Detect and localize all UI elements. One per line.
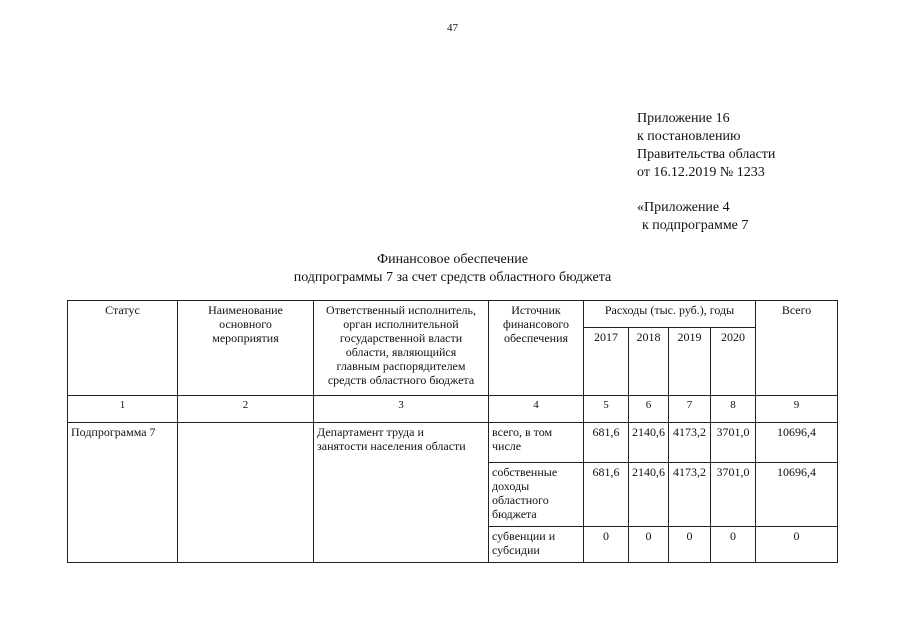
source-cell: всего, в том числе [489,423,584,463]
header-activity: Наименование основного мероприятия [178,301,314,396]
executor-cell: Департамент труда и занятости населения области [314,423,489,563]
value-cell: 3701,0 [711,463,756,527]
appendix-reference [637,199,748,235]
appendix-line: Приложение 16 [637,111,730,126]
value-cell: 0 [711,527,756,563]
value-cell: 0 [629,527,669,563]
total-cell: 10696,4 [756,463,838,527]
column-number: 7 [669,396,711,423]
source-cell: субвенции и субсидии [489,527,584,563]
title-line-1: Финансовое обеспечение [377,252,528,267]
total-cell: 10696,4 [756,423,838,463]
header-status: Статус [68,301,178,396]
column-number: 9 [756,396,838,423]
appendix-line: к постановлению [637,129,741,144]
appendix-line: от 16.12.2019 № 1233 [637,165,765,180]
header-year: 2017 [584,328,629,396]
activity-cell [178,423,314,563]
title-line-2: подпрограммы 7 за счет средств областного бюджета [293,270,612,285]
column-number: 6 [629,396,669,423]
column-number: 1 [68,396,178,423]
value-cell: 0 [669,527,711,563]
document-title [0,251,905,287]
value-cell: 2140,6 [629,463,669,527]
value-cell: 0 [584,527,629,563]
value-cell: 4173,2 [669,423,711,463]
table-row [68,423,838,463]
column-number: 8 [711,396,756,423]
financing-table [67,300,838,563]
page-number: 47 [447,22,458,34]
value-cell: 2140,6 [629,423,669,463]
appendix-ref-line: к подпрограмме 7 [642,218,749,233]
column-number: 5 [584,396,629,423]
appendix-line: Правительства области [637,147,776,162]
column-number: 4 [489,396,584,423]
header-executor: Ответственный исполнитель, орган исполнительной государственной власти области, являющийся главным распорядителем средств областного бюджета [314,301,489,396]
column-number: 3 [314,396,489,423]
status-cell: Подпрограмма 7 [68,423,178,563]
total-cell: 0 [756,527,838,563]
column-number-row [68,396,838,423]
source-cell: собственные доходы областного бюджета [489,463,584,527]
header-expenses: Расходы (тыс. руб.), годы [584,301,756,328]
header-source: Источник финансового обеспечения [489,301,584,396]
value-cell: 4173,2 [669,463,711,527]
column-number: 2 [178,396,314,423]
header-year: 2020 [711,328,756,396]
appendix-ref-line: «Приложение 4 [637,200,730,215]
value-cell: 3701,0 [711,423,756,463]
header-year: 2018 [629,328,669,396]
value-cell: 681,6 [584,423,629,463]
header-total: Всего [756,301,838,396]
value-cell: 681,6 [584,463,629,527]
appendix-block [637,110,775,182]
header-year: 2019 [669,328,711,396]
